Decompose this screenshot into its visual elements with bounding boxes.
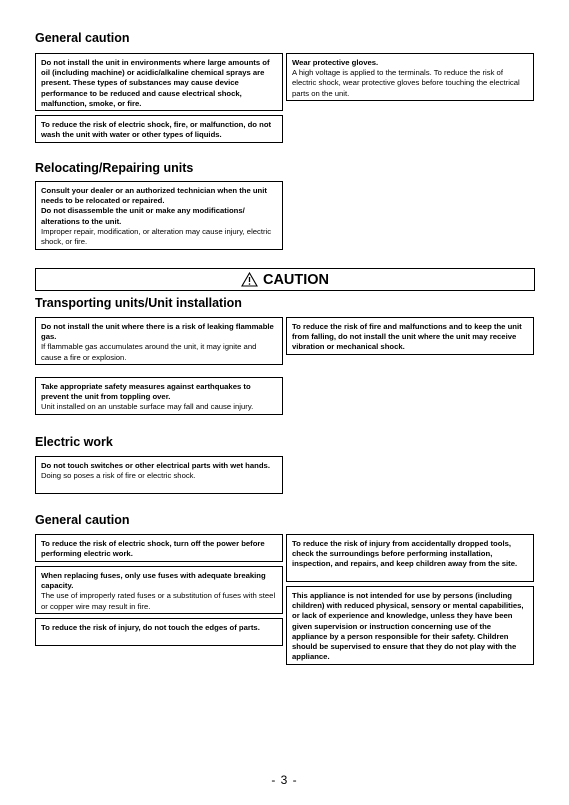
caution-text-bold: Do not install the unit where there is a risk of leaking flammable gas. (41, 322, 274, 342)
section-heading-relocating-repairing: Relocating/Repairing units (35, 161, 194, 175)
caution-text-bold: Wear protective gloves. (292, 58, 379, 67)
section-heading-transporting-installation: Transporting units/Unit installation (35, 296, 242, 310)
caution-text: A high voltage is applied to the terminals. To reduce the risk of electric shock, wear protective gloves before touching the electrical parts on the unit. (292, 68, 520, 98)
caution-box-dropped-tools (286, 534, 534, 582)
caution-box-turn-off-power (35, 534, 283, 562)
caution-box-fuses (35, 566, 283, 614)
caution-banner-label: CAUTION (262, 271, 330, 288)
caution-box-wet-hands (35, 456, 283, 494)
caution-text: Unit installed on an unstable surface may fall and cause injury. (41, 402, 254, 412)
caution-text-bold: To reduce the risk of injury, do not touch the edges of parts. (41, 623, 260, 632)
caution-text-bold: To reduce the risk of electric shock, turn off the power before performing electric work. (41, 539, 265, 559)
caution-text-bold: To reduce the risk of injury from accidentally dropped tools, check the surroundings before performing installation, inspection, and repairs, and keep children away from the site. (292, 539, 518, 569)
caution-text-bold: To reduce the risk of electric shock, fire, or malfunction, do not wash the unit with water or other types of liquids. (41, 120, 272, 140)
caution-text-bold: When replacing fuses, only use fuses with adequate breaking capacity. (41, 571, 266, 591)
section-heading-electric-work: Electric work (35, 435, 113, 449)
caution-box-earthquake (35, 377, 283, 415)
caution-box-oil-environment (35, 53, 283, 111)
caution-text-bold: To reduce the risk of fire and malfunctions and to keep the unit from falling, do not install the unit where the unit may receive vibration or mechanical shock. (292, 322, 522, 352)
caution-box-consult-dealer (35, 181, 283, 250)
caution-text-bold: This appliance is not intended for use by persons (including children) with reduced physical, sensory or mental capabilities, or lack of experience and knowledge, unless they have been given supervision or instruction concerning use of the appliance by a person responsible for their safety. Children should be supervised to ensure that they do not play with the appliance. (292, 591, 524, 662)
caution-text: Improper repair, modification, or alteration may cause injury, electric shock, or fire. (41, 226, 272, 247)
caution-banner (35, 268, 535, 291)
warning-triangle-icon (241, 272, 258, 287)
caution-box-sharp-edges (35, 618, 283, 646)
caution-box-vibration-shock (286, 317, 534, 355)
section-heading-general-caution: General caution (35, 31, 130, 45)
caution-text: If flammable gas accumulates around the unit, it may ignite and cause a fire or explosion. (41, 342, 257, 362)
caution-box-protective-gloves (286, 53, 534, 101)
caution-text-bold: Consult your dealer or an authorized technician when the unit needs to be relocated or repaired. (41, 186, 267, 206)
caution-text: The use of improperly rated fuses or a substitution of fuses with steel or copper wire may result in fire. (41, 591, 276, 611)
caution-text-bold: Take appropriate safety measures against earthquakes to prevent the unit from toppling over. (41, 382, 251, 402)
section-heading-general-caution-2: General caution (35, 513, 130, 527)
caution-text: Doing so poses a risk of fire or electric shock. (41, 471, 196, 481)
caution-box-appliance-use (286, 586, 534, 665)
caution-text-bold: Do not touch switches or other electrical parts with wet hands. (41, 461, 270, 470)
caution-text-bold: Do not install the unit in environments where large amounts of oil (including machine) or acidic/alkaline chemical sprays are present. These types of substances may cause device performance to be reduced and cause electrical shock, malfunction, smoke, or fire. (41, 58, 270, 108)
page-number: - 3 - (271, 773, 298, 787)
caution-box-flammable-gas (35, 317, 283, 365)
caution-text-bold: Do not disassemble the unit or make any modifications/ alterations to the unit. (41, 206, 245, 226)
caution-box-no-washing (35, 115, 283, 143)
